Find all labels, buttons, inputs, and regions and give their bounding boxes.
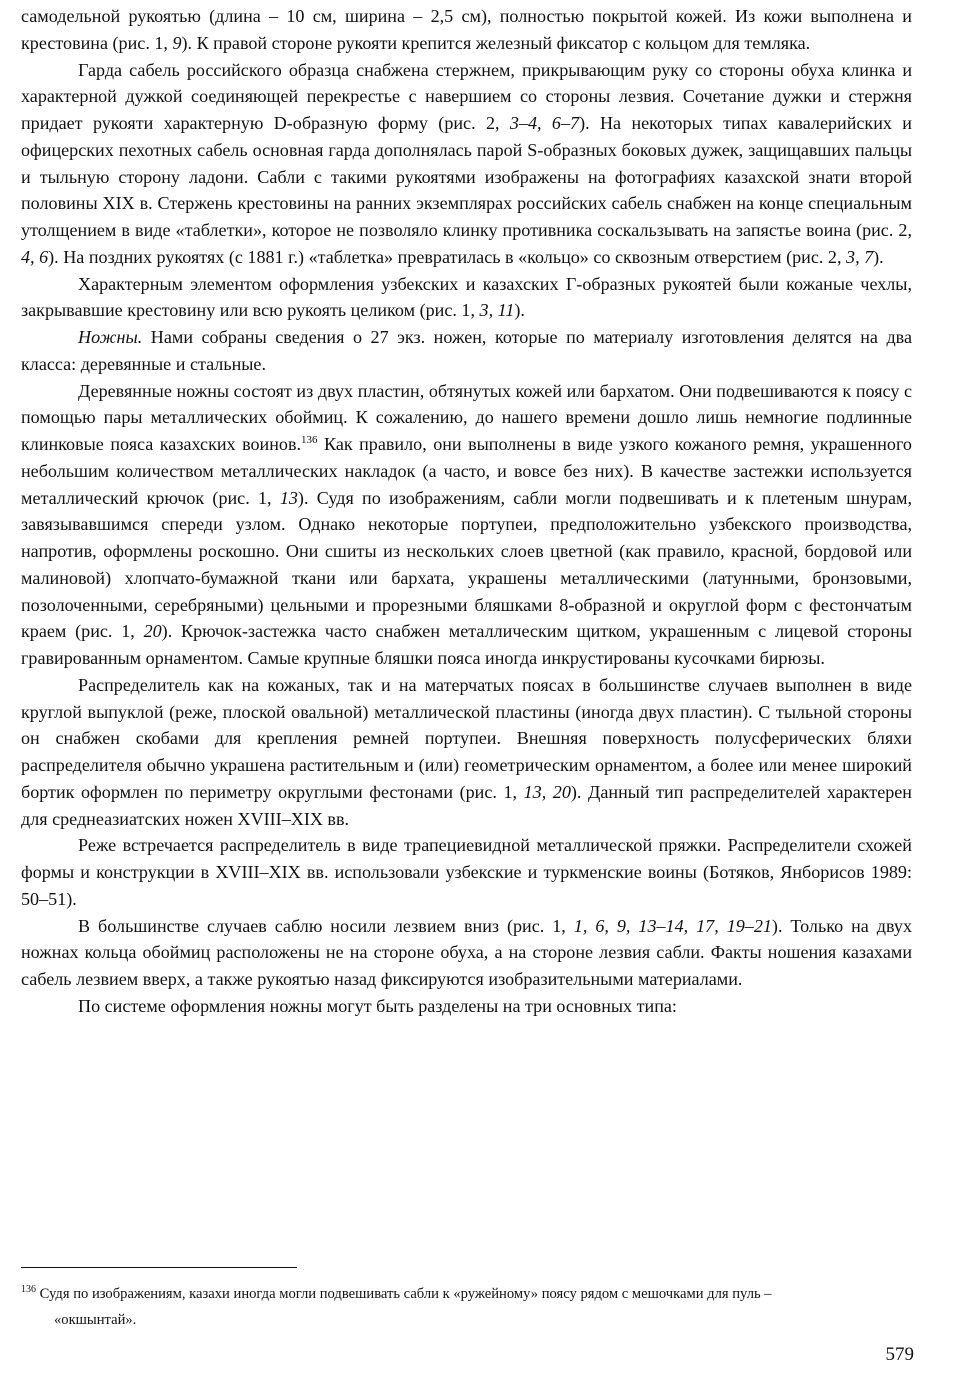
text-run: самодельной рукоятью (длина – 10 см, ширина – 2,5 см), полностью покрытой кожей. Из кожи выполнена и крестовина (рис. 1,: [21, 6, 912, 53]
text-run: Как правило, они выполнены в виде узкого кожаного ремня, украшенного небольшим количеством металлических накладок (а часто, и вовсе без них). В качестве застежки используется металлический крючок (рис. 1,: [21, 434, 912, 508]
footnote-text-line-1: Судя по изображениям, казахи иногда могли подвешивать сабли к «ружейному» поясу рядом с мешочками для пуль –: [39, 1286, 772, 1302]
text-run: По системе оформления ножны могут быть разделены на три основных типа:: [78, 995, 677, 1016]
italic-text: Ножны.: [78, 327, 143, 347]
body-text: [21, 3, 912, 1020]
footnote-divider: [21, 1267, 297, 1268]
footnote-reference: 136: [301, 433, 318, 446]
text-run: ). Судя по изображениям, сабли могли подвешивать и к плетеным шнурам, завязывавшимся спереди узлом. Однако некоторые портупеи, предположительно узбекского производства, напротив, оформлены роскошно. Они сшиты из нескольких слоев цветной (как правило, красной, бордовой или малиновой) хлопчато-бумажной ткани или бархата, украшены металлическими (латунными, бронзовыми, позолоченными, серебряными) цельными и прорезными бляшками 8-образной и округлой форм с фестончатым краем (рис. 1,: [21, 487, 912, 642]
italic-text: 20: [143, 621, 162, 642]
text-run: Реже встречается распределитель в виде трапециевидной металлической пряжки. Распределители схожей формы и конструкции в XVIII–XIX вв. использовали узбекские и туркменские воины (Ботяков, Янборисов 1989: 50–51).: [21, 835, 912, 909]
paragraph: [21, 913, 912, 993]
text-run: ). На поздних рукоятях (с 1881 г.) «таблетка» превратилась в «кольцо» со сквозным отверстием (рис. 2,: [48, 246, 847, 267]
italic-text: 3, 7: [846, 246, 874, 267]
text-run: ). Только на двух ножнах кольца обоймиц расположены не на стороне обуха, а на стороне лезвия сабли. Факты ношения казахами сабель лезвием вверх, а также рукоятью назад фиксируются изобразительными материалами.: [21, 915, 912, 989]
page-number: 579: [885, 1344, 914, 1365]
italic-text: 9: [172, 32, 182, 53]
italic-text: 13: [279, 487, 298, 508]
text-run: ). Крючок-застежка часто снабжен металлическим щитком, украшенным с лицевой стороны гравированным орнаментом. Самые крупные бляшки пояса иногда инкрустированы кусочками бирюзы.: [21, 621, 912, 668]
italic-text: 13, 20: [523, 781, 571, 802]
paragraph: [21, 832, 912, 912]
text-run: ). На некоторых типах кавалерийских и офицерских пехотных сабель основная гарда дополнялась парой S-образных боковых дужек, защищавших пальцы и тыльную сторону ладони. Сабли с такими рукоятями изображены на фотографиях казахской знати второй половины XIX в. Стержень крестовины на ранних экземплярах российских сабель снабжен на конце специальным утолщением в виде «таблетки», которое не позволяло клинку противника соскальзывать на запястье воина (рис. 2,: [21, 113, 912, 240]
paragraph: [21, 672, 912, 833]
text-run: ).: [873, 246, 884, 267]
text-run: В большинстве случаев саблю носили лезвием вниз (рис. 1,: [78, 915, 574, 936]
italic-text: 4, 6: [21, 246, 49, 267]
paragraph: [21, 324, 912, 378]
text-run: ). К правой стороне рукояти крепится железный фиксатор с кольцом для темляка.: [181, 32, 811, 53]
text-run: Гарда сабель российского образца снабжена стержнем, прикрывающим руку со стороны обуха клинка и характерной дужкой соединяющей перекрестье с навершием со стороны лезвия. Сочетание дужки и стержня придает рукояти характерную D-образную форму (рис. 2,: [21, 59, 912, 133]
text-run: ).: [514, 300, 525, 321]
paragraph: [21, 57, 912, 271]
text-run: Распределитель как на кожаных, так и на матерчатых поясах в большинстве случаев выполнен в виде круглой выпуклой (реже, плоской овальной) металлической пластины (иногда двух пластин). С тыльной стороны он снабжен скобами для крепления ремней портупеи. Внешняя поверхность полусферических бляхи распределителя обычно украшена растительным и (или) геометрическим орнаментом, а более или менее широкий бортик оформлен по периметру округлыми фестонами (рис. 1,: [21, 674, 912, 802]
footnote-text-line-2: «окшынтай».: [54, 1312, 137, 1328]
paragraph: [21, 271, 912, 325]
text-run: ). Данный тип распределителей характерен для среднеазиатских ножен XVIII–XIX вв.: [21, 781, 912, 829]
paragraph: [21, 378, 912, 672]
footnote: [21, 1281, 915, 1333]
text-run: Нами собраны сведения о 27 экз. ножен, которые по материалу изготовления делятся на два класса: деревянные и стальные.: [21, 327, 912, 374]
paragraph: [21, 3, 912, 57]
paragraph: [21, 993, 912, 1020]
italic-text: 3, 11: [479, 300, 515, 321]
footnote-number: 136: [21, 1284, 36, 1296]
italic-text: 3–4, 6–7: [509, 113, 580, 133]
italic-text: 1, 6, 9, 13–14, 17, 19–21: [573, 915, 772, 936]
text-run: Характерным элементом оформления узбекских и казахских Г-образных рукоятей были кожаные чехлы, закрывавшие крестовину или всю рукоять целиком (рис. 1,: [21, 273, 912, 321]
text-run: Деревянные ножны состоят из двух пластин, обтянутых кожей или бархатом. Они подвешиваются к поясу с помощью пары металлических обоймиц. К сожалению, до нашего времени дошло лишь немногие подлинные клинковые пояса казахских воинов.: [21, 380, 912, 454]
